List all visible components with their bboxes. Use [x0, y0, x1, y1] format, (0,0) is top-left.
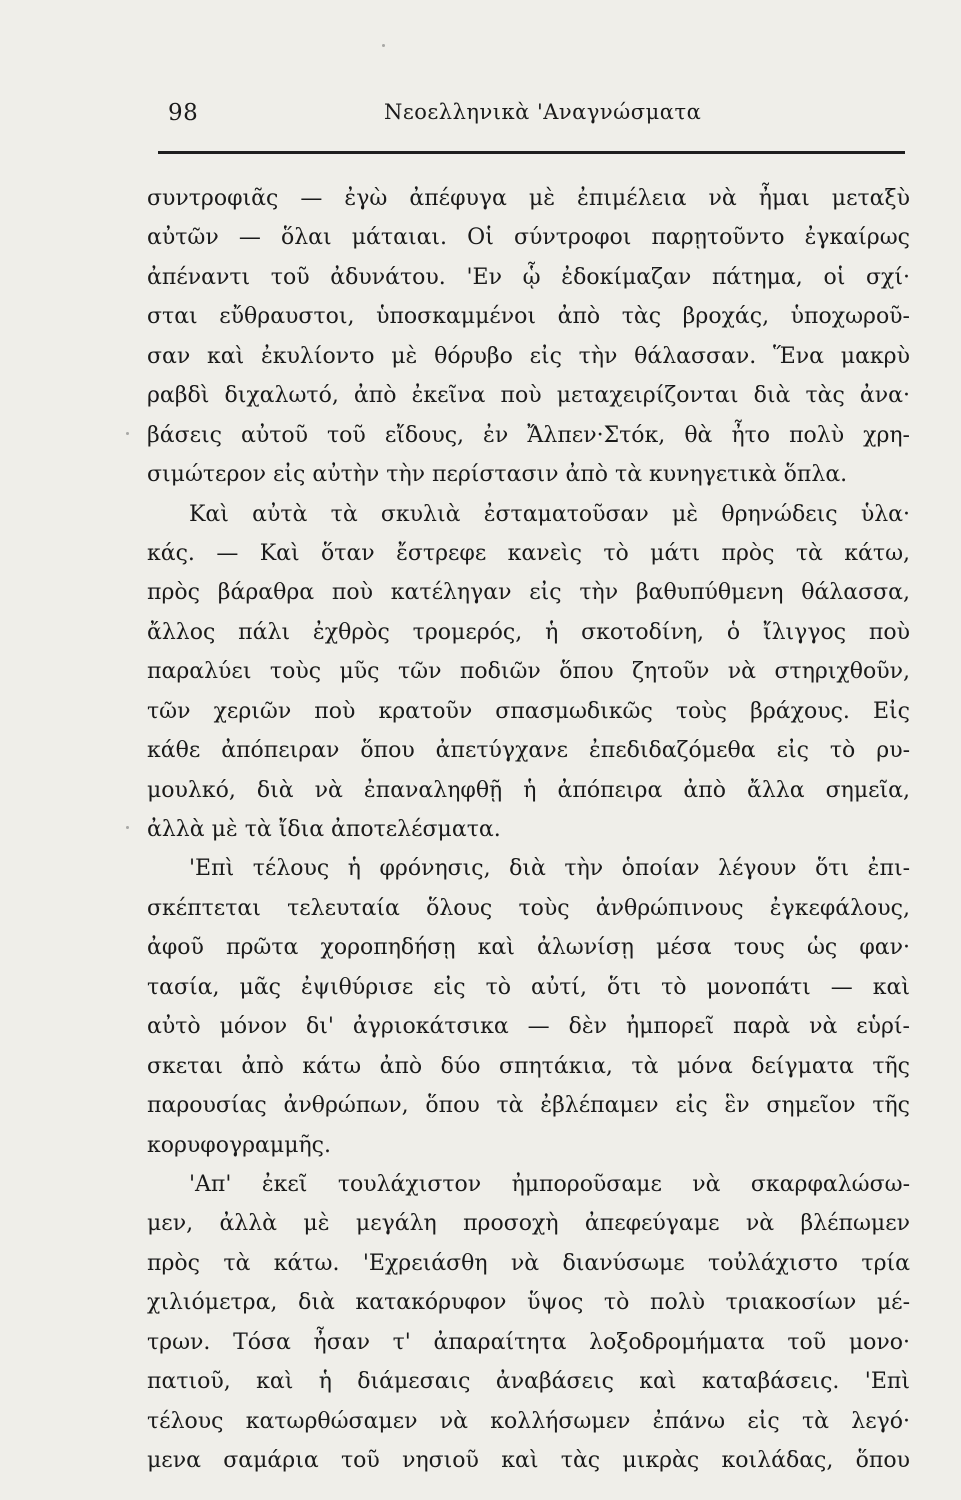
text-line: ἀπέναντι τοῦ ἀδυνάτου. 'Εν ᾧ ἐδοκίμαζαν πάτημα, οἱ σχί·	[147, 264, 910, 290]
paragraph	[147, 1165, 910, 1481]
paragraph	[147, 849, 910, 1165]
text-line: συντροφιᾶς — ἐγὼ ἀπέφυγα μὲ ἐπιμέλεια νὰ ἦμαι μεταξὺ	[147, 186, 910, 211]
text-line: τέλους κατωρθώσαμεν νὰ κολλήσωμεν ἐπάνω εἰς τὰ λεγό·	[147, 1408, 910, 1434]
text-line: σται εὔθραυστοι, ὑποσκαμμένοι ἀπὸ τὰς βροχάς, ὑποχωροῦ-	[147, 304, 910, 330]
text-line: Καὶ αὐτὰ τὰ σκυλιὰ ἐσταματοῦσαν μὲ θρηνώδεις ὑλα·	[189, 501, 910, 527]
text-line: βάσεις αὐτοῦ τοῦ εἴδους, ἐν Ἄλπεν·Στόκ, θὰ ἦτο πολὺ χρη-	[147, 422, 910, 448]
text-line: παραλύει τοὺς μῦς τῶν ποδιῶν ὅπου ζητοῦν νὰ στηριχθοῦν,	[147, 659, 910, 685]
text-line: σαν καὶ ἐκυλίοντο μὲ θόρυβο εἰς τὴν θάλασσαν. Ἕνα μακρὺ	[147, 343, 910, 369]
text-line: μεν, ἀλλὰ μὲ μεγάλη προσοχὴ ἀπεφεύγαμε νὰ βλέπωμεν	[147, 1211, 910, 1237]
text-line: σκέπτεται τελευταία ὅλους τοὺς ἀνθρώπινους ἐγκεφάλους,	[147, 895, 910, 921]
text-line: σκεται ἀπὸ κάτω ἀπὸ δύο σπητάκια, τὰ μόνα δείγματα τῆς	[147, 1053, 910, 1079]
text-line: χιλιόμετρα, διὰ κατακόρυφον ὕψος τὸ πολὺ τριακοσίων μέ-	[147, 1290, 910, 1316]
paper-speck	[382, 44, 385, 47]
text-line: τῶν χεριῶν ποὺ κρατοῦν σπασμωδικῶς τοὺς βράχους. Εἰς	[147, 698, 910, 724]
body-text	[147, 179, 910, 1480]
paper-speck	[126, 432, 129, 435]
header-rule	[158, 151, 905, 154]
paragraph	[147, 179, 910, 495]
page-number: 98	[168, 100, 199, 126]
text-line: τρων. Τόσα ἦσαν τ' ἀπαραίτητα λοξοδρομήματα τοῦ μονο·	[147, 1329, 910, 1355]
text-line: παρουσίας ἀνθρώπων, ὅπου τὰ ἐβλέπαμεν εἰς ἓν σημεῖον τῆς	[147, 1093, 910, 1119]
running-title: Νεοελληνικὰ 'Αναγνώσματα	[384, 100, 702, 124]
text-line: πρὸς τὰ κάτω. 'Εχρειάσθη νὰ διανύσωμε τοὐλάχιστο τρία	[147, 1250, 910, 1276]
text-line: μουλκό, διὰ νὰ ἐπαναληφθῇ ἡ ἀπόπειρα ἀπὸ ἄλλα σημεῖα,	[147, 777, 910, 803]
text-line: μενα σαμάρια τοῦ νησιοῦ καὶ τὰς μικρὰς κοιλάδας, ὅπου	[147, 1448, 910, 1473]
text-line: πρὸς βάραθρα ποὺ κατέληγαν εἰς τὴν βαθυπύθμενη θάλασσα,	[147, 580, 910, 606]
text-line: ἀφοῦ πρῶτα χοροπηδήσῃ καὶ ἀλωνίσῃ μέσα τους ὡς φαν·	[147, 935, 910, 961]
paper-speck	[126, 826, 129, 829]
text-line: ραβδὶ διχαλωτό, ἀπὸ ἐκεῖνα ποὺ μεταχειρίζονται διὰ τὰς ἀνα·	[147, 383, 910, 409]
text-line: κάθε ἀπόπειραν ὅπου ἀπετύγχανε ἐπεδιδαζόμεθα εἰς τὸ ρυ-	[147, 738, 910, 764]
text-line: 'Απ' ἐκεῖ τουλάχιστον ἠμποροῦσαμε νὰ σκαρφαλώσω-	[189, 1171, 910, 1197]
text-line: κάς. — Καὶ ὅταν ἔστρεφε κανεὶς τὸ μάτι πρὸς τὰ κάτω,	[147, 540, 910, 566]
text-line: αὐτῶν — ὅλαι μάταιαι. Οἱ σύντροφοι παρῃτοῦντο ἐγκαίρως	[147, 225, 910, 251]
paragraph	[147, 495, 910, 850]
text-line: πατιοῦ, καὶ ἡ διάμεσαις ἀναβάσεις καὶ καταβάσεις. 'Επὶ	[147, 1369, 910, 1395]
text-line: τασία, μᾶς ἐψιθύρισε εἰς τὸ αὐτί, ὅτι τὸ μονοπάτι — καὶ	[147, 974, 910, 1000]
text-line: ἄλλος πάλι ἐχθρὸς τρομερός, ἡ σκοτοδίνη, ὁ ἴλιγγος ποὺ	[147, 619, 910, 645]
text-line: 'Επὶ τέλους ἡ φρόνησις, διὰ τὴν ὁποίαν λέγουν ὅτι ἐπι-	[189, 856, 910, 882]
text-line: κορυφογραμμῆς.	[147, 1132, 331, 1158]
text-line: ἀλλὰ μὲ τὰ ἴδια ἀποτελέσματα.	[147, 817, 501, 842]
text-line: σιμώτερον εἰς αὐτὴν τὴν περίστασιν ἀπὸ τὰ κυνηγετικὰ ὅπλα.	[147, 462, 848, 488]
text-line: αὐτὸ μόνον δι' ἀγριοκάτσικα — δὲν ἠμπορεῖ παρὰ νὰ εὑρί-	[147, 1014, 910, 1040]
